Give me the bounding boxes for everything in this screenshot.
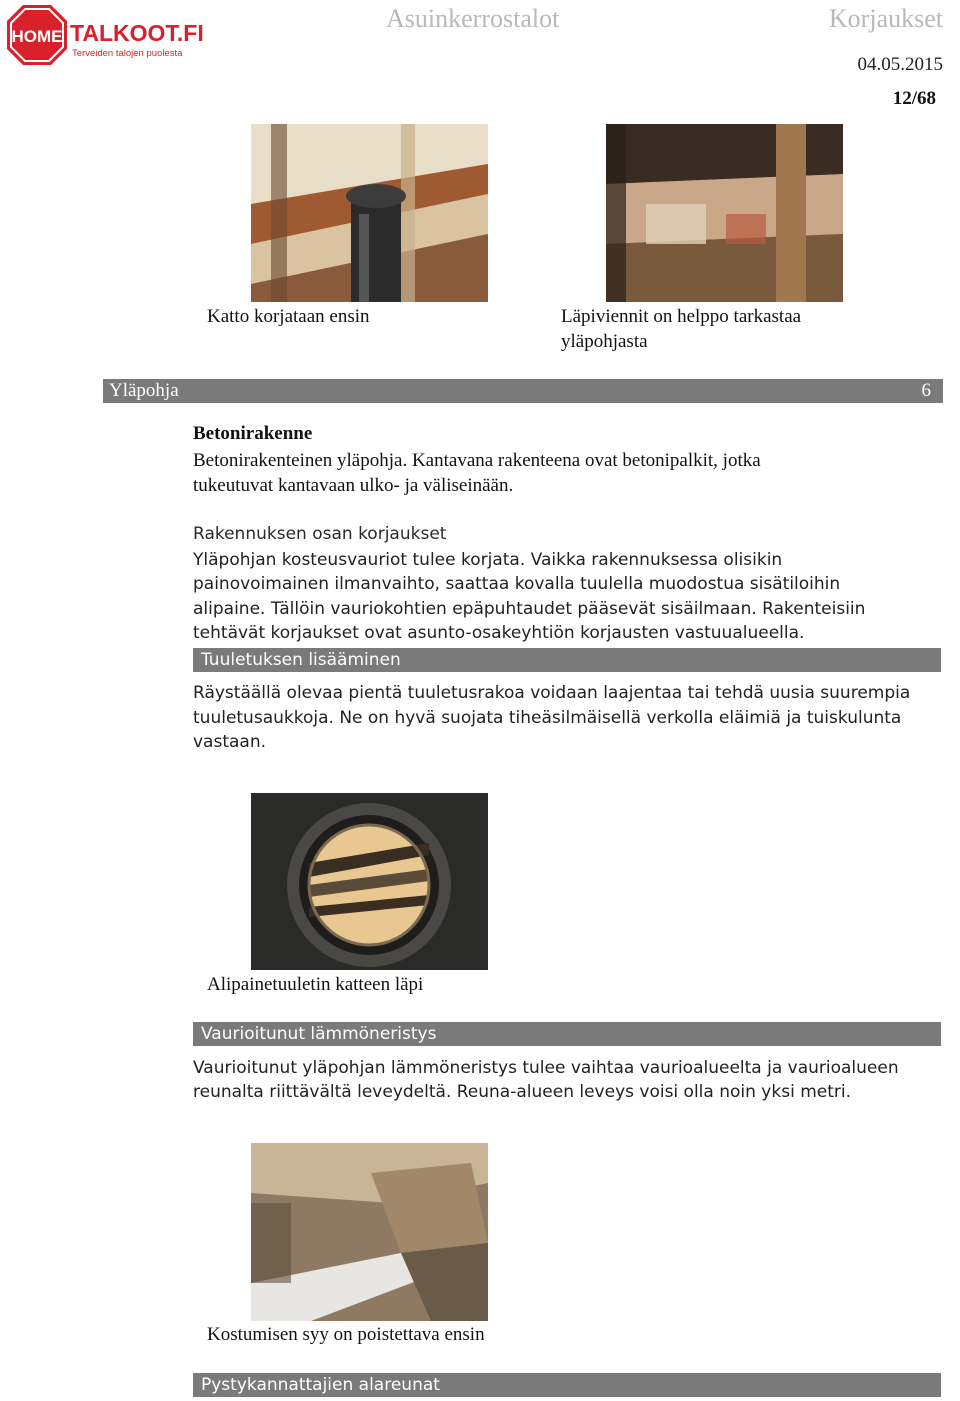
ventilation-line: Räystäällä olevaa pientä tuuletusrakoa voidaan laajentaa tai tehdä uusia suurempia bbox=[193, 683, 911, 703]
logo-tagline: Terveiden talojen puolesta bbox=[72, 48, 183, 59]
page-number: 12/68 bbox=[892, 88, 936, 109]
logo-home-text: HOME bbox=[11, 27, 63, 46]
concrete-line: Betonirakenteinen yläpohja. Kantavana rakenteena ovat betonipalkit, jotka bbox=[193, 450, 761, 471]
ventilation-line: tuuletusaukkoja. Ne on hyvä suojata tiheäsilmäisellä verkolla eläimiä ja tuiskulunta bbox=[193, 708, 902, 728]
concrete-line: tukeutuvat kantavaan ulko- ja väliseinään. bbox=[193, 475, 514, 496]
insulation-heading: Vaurioitunut lämmöneristys bbox=[193, 1022, 941, 1046]
hometalkoot-logo bbox=[6, 4, 204, 66]
caption-damaged-insulation: Kostumisen syy on poistettava ensin bbox=[207, 1324, 485, 1345]
photo-roof-pipe bbox=[251, 124, 488, 302]
photo-vent-fan bbox=[251, 793, 488, 970]
caption-roof-first: Katto korjataan ensin bbox=[207, 306, 370, 327]
section-number: 6 bbox=[921, 380, 931, 401]
logo-talkoot-text: TALKOOT.FI bbox=[70, 20, 204, 46]
ventilation-line: vastaan. bbox=[193, 732, 267, 752]
photo-damaged-insulation bbox=[251, 1143, 488, 1321]
header-topic: Korjaukset bbox=[828, 4, 943, 33]
caption-penetrations-line1: Läpiviennit on helppo tarkastaa bbox=[561, 306, 802, 327]
header-date: 04.05.2015 bbox=[857, 54, 943, 75]
repairs-line: painovoimainen ilmanvaihto, saattaa kovalla tuulella muodostua sisätiloihin bbox=[193, 574, 841, 594]
section-bar bbox=[103, 379, 943, 403]
repairs-heading: Rakennuksen osan korjaukset bbox=[193, 524, 447, 544]
repairs-line: Yläpohjan kosteusvauriot tulee korjata. Vaikka rakennuksessa olisikin bbox=[193, 550, 783, 570]
caption-vent-fan: Alipainetuuletin katteen läpi bbox=[207, 974, 424, 995]
section-title: Yläpohja bbox=[109, 380, 179, 401]
repairs-line: alipaine. Tällöin vauriokohtien epäpuhtaudet pääsevät sisäilmaan. Rakenteisiin bbox=[193, 599, 866, 619]
photo-roof-penetrations bbox=[606, 124, 843, 302]
ventilation-heading: Tuuletuksen lisääminen bbox=[193, 648, 941, 672]
next-section-heading: Pystykannattajien alareunat bbox=[193, 1373, 941, 1397]
repairs-line: tehtävät korjaukset ovat asunto-osakeyhtiön korjausten vastuualueella. bbox=[193, 623, 805, 643]
caption-penetrations-line2: yläpohjasta bbox=[561, 331, 648, 352]
insulation-line: Vaurioitunut yläpohjan lämmöneristys tulee vaihtaa vaurioalueelta ja vaurioalueen bbox=[193, 1058, 899, 1078]
header-category: Asuinkerrostalot bbox=[386, 4, 560, 33]
insulation-line: reunalta riittävältä leveydeltä. Reuna-alueen leveys voisi olla noin yksi metri. bbox=[193, 1082, 851, 1102]
concrete-heading: Betonirakenne bbox=[193, 423, 313, 444]
